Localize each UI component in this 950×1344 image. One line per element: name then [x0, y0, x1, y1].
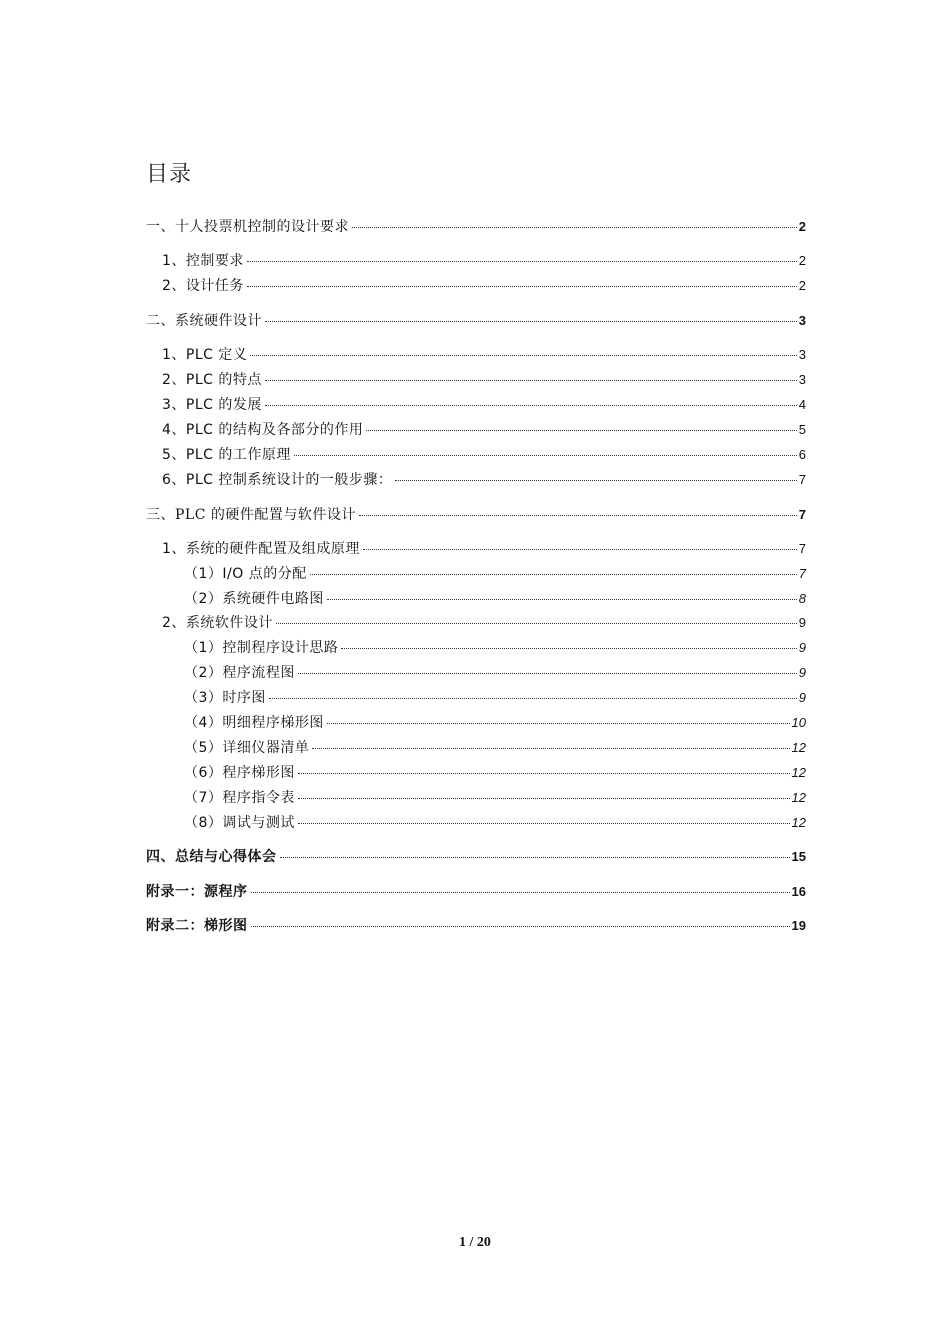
- toc-entry-label: （1）控制程序设计思路: [184, 640, 339, 656]
- toc-entry-page: 2: [798, 278, 806, 293]
- toc-entry-page: 6: [798, 447, 806, 462]
- toc-entry-3-2[interactable]: [162, 615, 806, 631]
- dot-leader: [395, 480, 796, 481]
- toc-entry-label: 2、设计任务: [162, 278, 244, 294]
- toc-entry-page: 7: [798, 472, 806, 487]
- dot-leader: [265, 380, 797, 381]
- toc-entry-page: 9: [798, 615, 806, 630]
- toc-entry-label: 5、PLC 的工作原理: [162, 447, 291, 463]
- dot-leader: [265, 321, 797, 322]
- toc-entry-section-3[interactable]: [146, 507, 806, 523]
- toc-entry-page: 3: [798, 372, 806, 387]
- toc-entry-page: 3: [798, 313, 806, 328]
- dot-leader: [265, 405, 797, 406]
- toc-entry-page: 12: [791, 815, 806, 830]
- dot-leader: [341, 648, 796, 649]
- toc-entry-label: （2）系统硬件电路图: [184, 591, 324, 607]
- toc-entry-1-1[interactable]: [162, 253, 806, 269]
- toc-entry-3-1[interactable]: [162, 541, 806, 557]
- toc-entry-label: 附录二：梯形图: [146, 918, 248, 934]
- toc-entry-2-5[interactable]: [162, 447, 806, 463]
- toc-entry-page: 15: [791, 849, 806, 864]
- toc-entry-page: 5: [798, 422, 806, 437]
- page-number-footer: 1 / 20: [459, 1235, 491, 1250]
- toc-entry-page: 19: [791, 918, 806, 933]
- dot-leader: [327, 599, 797, 600]
- toc-entry-label: 4、PLC 的结构及各部分的作用: [162, 422, 364, 438]
- dot-leader: [310, 574, 797, 575]
- toc-entry-page: 10: [791, 715, 806, 730]
- toc-entry-page: 12: [791, 790, 806, 805]
- toc-entry-appendix-1[interactable]: [146, 884, 806, 900]
- toc-entry-label: 2、PLC 的特点: [162, 372, 262, 388]
- toc-entry-label: 3、PLC 的发展: [162, 397, 262, 413]
- toc-entry-page: 9: [798, 690, 806, 705]
- dot-leader: [276, 623, 797, 624]
- toc-entry-label: （1）I/O 点的分配: [184, 566, 307, 582]
- toc-entry-page: 7: [798, 566, 806, 581]
- toc-entry-label: （3）时序图: [184, 690, 266, 706]
- dot-leader: [294, 455, 797, 456]
- toc-entry-label: （6）程序梯形图: [184, 765, 295, 781]
- toc-entry-3-2-3[interactable]: [184, 690, 806, 706]
- toc-entry-appendix-2[interactable]: [146, 918, 806, 934]
- toc-entry-label: 1、PLC 定义: [162, 347, 248, 363]
- toc-entry-3-1-2[interactable]: [184, 591, 806, 607]
- dot-leader: [366, 430, 796, 431]
- toc-entry-label: 1、系统的硬件配置及组成原理: [162, 541, 360, 557]
- dot-leader: [312, 748, 789, 749]
- toc-entry-label: （7）程序指令表: [184, 790, 295, 806]
- dot-leader: [247, 286, 797, 287]
- toc-entry-2-2[interactable]: [162, 372, 806, 388]
- toc-entry-page: 7: [798, 507, 806, 522]
- toc-entry-3-2-1[interactable]: [184, 640, 806, 656]
- toc-entry-3-2-5[interactable]: [184, 740, 806, 756]
- toc-entry-label: 二、系统硬件设计: [146, 313, 262, 329]
- dot-leader: [247, 261, 797, 262]
- toc-entry-3-2-6[interactable]: [184, 765, 806, 781]
- dot-leader: [359, 515, 797, 516]
- dot-leader: [298, 798, 790, 799]
- toc-entry-page: 4: [798, 397, 806, 412]
- toc-entry-label: 1、控制要求: [162, 253, 244, 269]
- toc-title: 目录: [146, 162, 193, 187]
- toc-entry-2-6[interactable]: [162, 472, 806, 488]
- dot-leader: [327, 723, 790, 724]
- toc-entry-2-4[interactable]: [162, 422, 806, 438]
- dot-leader: [251, 892, 790, 893]
- toc-entry-label: 6、PLC 控制系统设计的一般步骤：: [162, 472, 393, 488]
- dot-leader: [280, 857, 790, 858]
- toc-entry-section-2[interactable]: [146, 313, 806, 329]
- toc-entry-page: 9: [798, 665, 806, 680]
- toc-entry-1-2[interactable]: [162, 278, 806, 294]
- toc-entry-2-3[interactable]: [162, 397, 806, 413]
- toc-entry-page: 12: [791, 765, 806, 780]
- dot-leader: [269, 698, 797, 699]
- dot-leader: [352, 227, 797, 228]
- dot-leader: [298, 773, 790, 774]
- toc-entry-page: 8: [798, 591, 806, 606]
- toc-entry-3-2-8[interactable]: [184, 815, 806, 831]
- dot-leader: [250, 355, 796, 356]
- dot-leader: [251, 926, 790, 927]
- toc-entry-label: 2、系统软件设计: [162, 615, 273, 631]
- toc-entry-3-2-2[interactable]: [184, 665, 806, 681]
- toc-entry-label: 一、十人投票机控制的设计要求: [146, 219, 349, 235]
- toc-entry-2-1[interactable]: [162, 347, 806, 363]
- toc-entry-page: 7: [798, 541, 806, 556]
- toc-entry-label: （8）调试与测试: [184, 815, 295, 831]
- toc-entry-label: （5）详细仪器清单: [184, 740, 310, 756]
- toc-entry-label: 三、PLC 的硬件配置与软件设计: [146, 507, 356, 523]
- toc-entry-label: 附录一：源程序: [146, 884, 248, 900]
- toc-entry-page: 3: [798, 347, 806, 362]
- dot-leader: [363, 549, 797, 550]
- toc-entry-page: 12: [791, 740, 806, 755]
- toc-entry-label: （4）明细程序梯形图: [184, 715, 324, 731]
- toc-entry-page: 2: [798, 253, 806, 268]
- toc-entry-label: 四、总结与心得体会: [146, 849, 277, 865]
- toc-entry-page: 2: [798, 219, 806, 234]
- toc-entry-3-2-7[interactable]: [184, 790, 806, 806]
- toc-entry-label: （2）程序流程图: [184, 665, 295, 681]
- toc-entry-page: 9: [798, 640, 806, 655]
- dot-leader: [298, 673, 797, 674]
- toc-entry-3-2-4[interactable]: [184, 715, 806, 731]
- toc-entry-section-1[interactable]: [146, 219, 806, 235]
- dot-leader: [298, 823, 790, 824]
- toc-entry-section-4[interactable]: [146, 849, 806, 865]
- toc-entry-3-1-1[interactable]: [184, 566, 806, 582]
- toc-entry-page: 16: [791, 884, 806, 899]
